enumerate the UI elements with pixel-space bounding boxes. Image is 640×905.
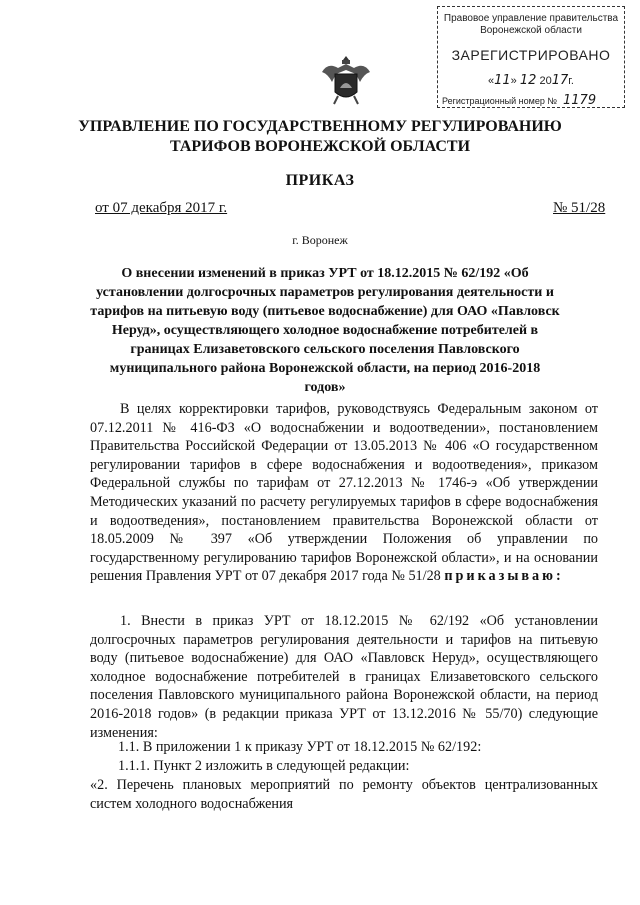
- coat-of-arms-icon: [320, 52, 372, 108]
- stamp-reg-number: 1179: [563, 93, 597, 108]
- stamp-org-line1: Правовое управление правительства: [443, 13, 619, 24]
- stamp-registered: ЗАРЕГИСТРИРОВАНО: [451, 47, 611, 63]
- order-city: г. Воронеж: [292, 233, 348, 247]
- clause-1-1-1: 1.1.1. Пункт 2 изложить в следующей редакции:: [118, 758, 410, 774]
- authority-name-line2: ТАРИФОВ ВОРОНЕЖСКОЙ ОБЛАСТИ: [169, 138, 471, 155]
- order-number: № 51/28: [553, 200, 606, 216]
- preamble-paragraph: [90, 400, 598, 586]
- order-title: ПРИКАЗ: [285, 172, 355, 189]
- clause-quote-start: «2. Перечень плановых мероприятий по ремонту объектов централизованных систем холодного водоснабжения: [90, 777, 598, 812]
- authority-name-line1: УПРАВЛЕНИЕ ПО ГОСУДАРСТВЕННОМУ РЕГУЛИРОВАНИЮ: [78, 118, 562, 135]
- clause-1-1: 1.1. В приложении 1 к приказу УРТ от 18.12.2015 № 62/192:: [118, 739, 482, 755]
- stamp-month: 12: [519, 73, 537, 88]
- stamp-year-suffix: 17: [551, 73, 569, 88]
- order-verb: приказываю:: [444, 568, 564, 585]
- order-date: от 07 декабря 2017 г.: [95, 200, 228, 216]
- clause-1: 1. Внести в приказ УРТ от 18.12.2015 № 62/192 «Об установлении долгосрочных параметров регулирования деятельности и тарифов на питьевую воду (питьевое водоснабжение) для ОАО «Павловск Неруд», осуществляющего холодное водоснабжение потребителей в границах Елизаветовского сельского поселения Павловского муниципального района Воронежской области, на период 2016-2018 годов» (в редакции приказа УРТ от 13.12.2016 № 55/70) следующие изменения:: [90, 613, 598, 741]
- registration-stamp: [437, 6, 625, 108]
- stamp-day: 11: [494, 73, 511, 88]
- stamp-reg-label: Регистрационный номер №: [442, 96, 558, 106]
- stamp-org-line2: Воронежской области: [480, 25, 582, 36]
- stamp-reg-line: [442, 93, 620, 108]
- stamp-year-end: г.: [568, 75, 574, 87]
- order-subject: О внесении изменений в приказ УРТ от 18.12.2015 № 62/192 «Об установлении долгосрочных параметров регулирования деятельности и тарифов на питьевую воду (питьевое водоснабжение) для ОАО «Павловск Неруд», осуществляющего холодное водоснабжение потребителей в границах Елизаветовского сельского поселения Павловского муниципального района Воронежской области, на период 2016-2018 годов»: [90, 266, 560, 395]
- preamble-text: В целях корректировки тарифов, руководствуясь Федеральным законом от 07.12.2011 № 416-ФЗ «О водоснабжении и водоотведении», постановлением Правительства Российской Федерации от 13.05.2013 № 406 «О государственном регулировании тарифов в сфере водоснабжения и водоотведения», приказом Федеральной службы по тарифам от 27.12.2013 № 1746-э «Об утверждении Методических указаний по расчету регулируемых тарифов в сфере водоснабжения и водоотведения», постановлением правительства Воронежской области от 18.05.2009 № 397 «Об утверждении Положения об управлении по государственному регулированию тарифов Воронежской области», и на основании решения Правления УРТ от 07 декабря 2017 года № 51/28: [90, 401, 598, 585]
- stamp-year-prefix: 20: [539, 75, 552, 87]
- stamp-date-line: «11» 12 2017г.: [488, 73, 574, 88]
